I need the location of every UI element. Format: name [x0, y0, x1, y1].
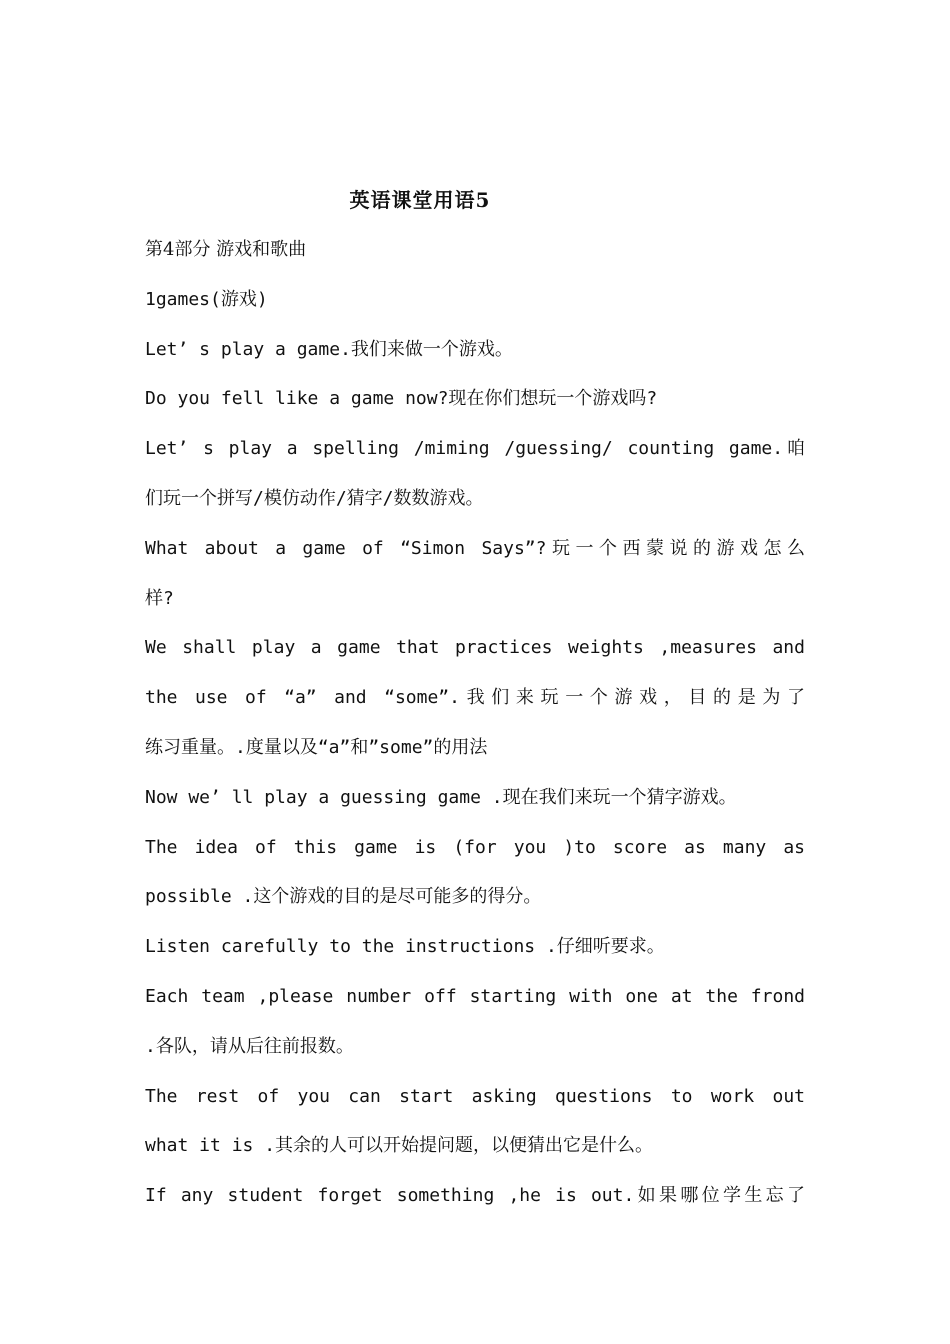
subsection-heading: 1games(游戏) [145, 288, 268, 310]
text-line: If any student forget something ,he is out.如果哪位学生忘了 [145, 1185, 805, 1207]
section-heading: 第4部分 游戏和歌曲 [145, 239, 307, 260]
text-line: 样? [145, 587, 174, 609]
text-line: What about a game of “Simon Says”?玩一个西蒙说的游戏怎么 [145, 537, 805, 559]
text-line: 练习重量。.度量以及“a”和”some”的用法 [145, 736, 488, 758]
text-line: Do you fell like a game now?现在你们想玩一个游戏吗? [145, 388, 658, 410]
text-line: possible .这个游戏的目的是尽可能多的得分。 [145, 886, 542, 908]
text-line: the use of “a” and “some”.我们来玩一个游戏，目的是为了 [145, 687, 805, 709]
text-line: We shall play a game that practices weights ,measures and [145, 637, 805, 659]
text-line: Let’ s play a game.我们来做一个游戏。 [145, 338, 513, 360]
text-line: .各队，请从后往前报数。 [145, 1035, 354, 1057]
text-line: The idea of this game is (for you )to score as many as [145, 836, 805, 858]
text-line: what it is .其余的人可以开始提问题，以便猜出它是什么。 [145, 1135, 654, 1157]
document-body [145, 236, 805, 1232]
document-title: 英语课堂用语5 [349, 188, 491, 212]
text-line: 们玩一个拼写/模仿动作/猜字/数数游戏。 [145, 487, 484, 509]
text-line: Listen carefully to the instructions .仔细听要求。 [145, 936, 665, 958]
text-line: The rest of you can start asking questions to work out [145, 1085, 805, 1107]
text-line: Now we’ ll play a guessing game .现在我们来玩一个猜字游戏。 [145, 786, 737, 808]
text-line: Let’ s play a spelling /miming /guessing/ counting game.咱 [145, 438, 805, 460]
text-line: Each team ,please number off starting with one at the frond [145, 985, 805, 1007]
